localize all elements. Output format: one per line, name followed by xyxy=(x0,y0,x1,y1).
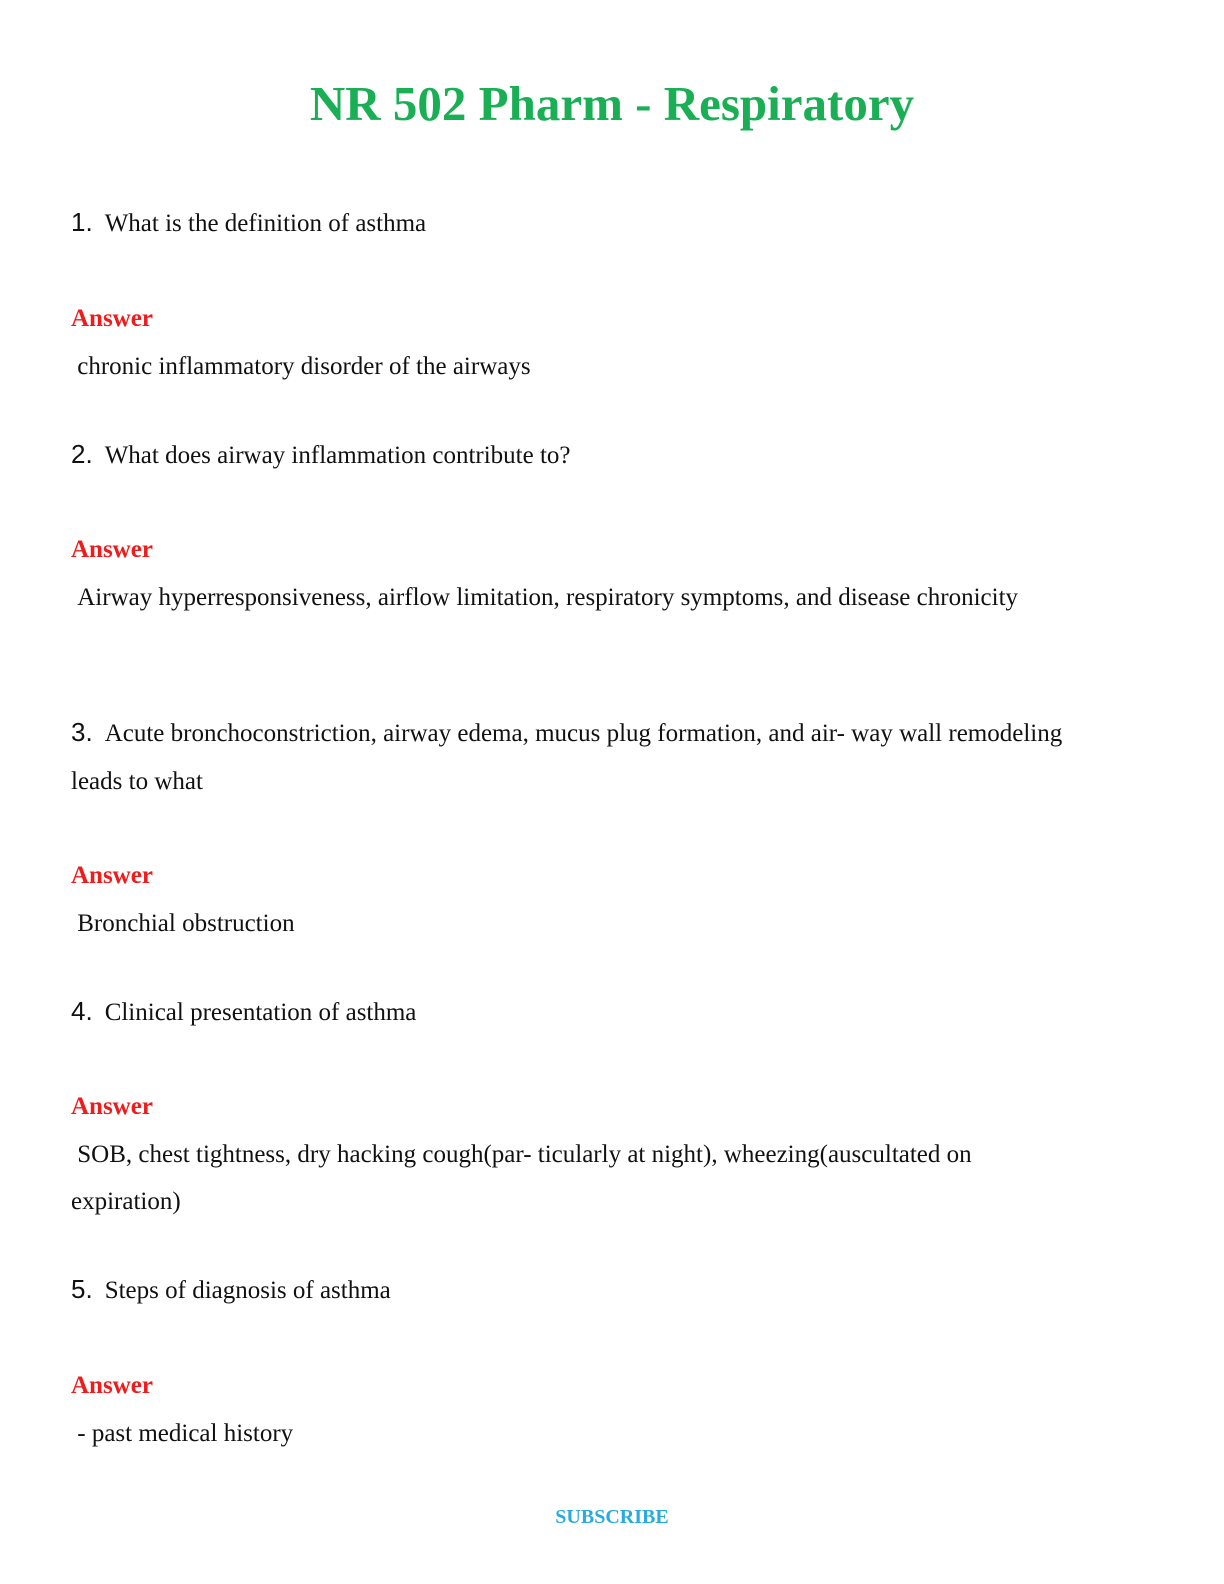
question-2 xyxy=(71,430,1081,480)
question-5 xyxy=(71,1265,1081,1315)
question-number: 1. xyxy=(71,207,93,237)
question-number: 2. xyxy=(71,439,93,469)
answer-text: - past medical history xyxy=(71,1420,294,1447)
question-number: 5. xyxy=(71,1274,93,1304)
answer-text: Airway hyperresponsiveness, airflow limitation, respiratory symptoms, and disease chronicity xyxy=(71,584,1019,611)
question-text: What does airway inflammation contribute to? xyxy=(104,442,571,469)
answer-label: Answer xyxy=(71,536,153,563)
question-1 xyxy=(71,198,1081,248)
answer-text: chronic inflammatory disorder of the airways xyxy=(71,353,531,380)
question-text: What is the definition of asthma xyxy=(104,210,427,237)
question-text: Clinical presentation of asthma xyxy=(104,999,417,1026)
answer-label: Answer xyxy=(71,305,153,332)
question-number: 3. xyxy=(71,717,93,747)
answer-text: Bronchial obstruction xyxy=(71,910,295,937)
question-4 xyxy=(71,987,1081,1037)
answer-label: Answer xyxy=(71,1372,153,1399)
answer-text: SOB, chest tightness, dry hacking cough(par- ticularly at night), wheezing(auscultated on expiration) xyxy=(71,1141,978,1215)
question-text: Acute bronchoconstriction, airway edema, mucus plug formation, and air- way wall remodeling leads to what xyxy=(71,720,1063,795)
page-title: NR 502 Pharm - Respiratory xyxy=(309,76,915,131)
question-number: 4. xyxy=(71,996,93,1026)
question-text: Steps of diagnosis of asthma xyxy=(104,1277,391,1304)
answer-label: Answer xyxy=(71,1093,153,1120)
subscribe-link[interactable]: SUBSCRIBE xyxy=(555,1506,669,1528)
question-3 xyxy=(71,708,1081,806)
answer-label: Answer xyxy=(71,862,153,889)
